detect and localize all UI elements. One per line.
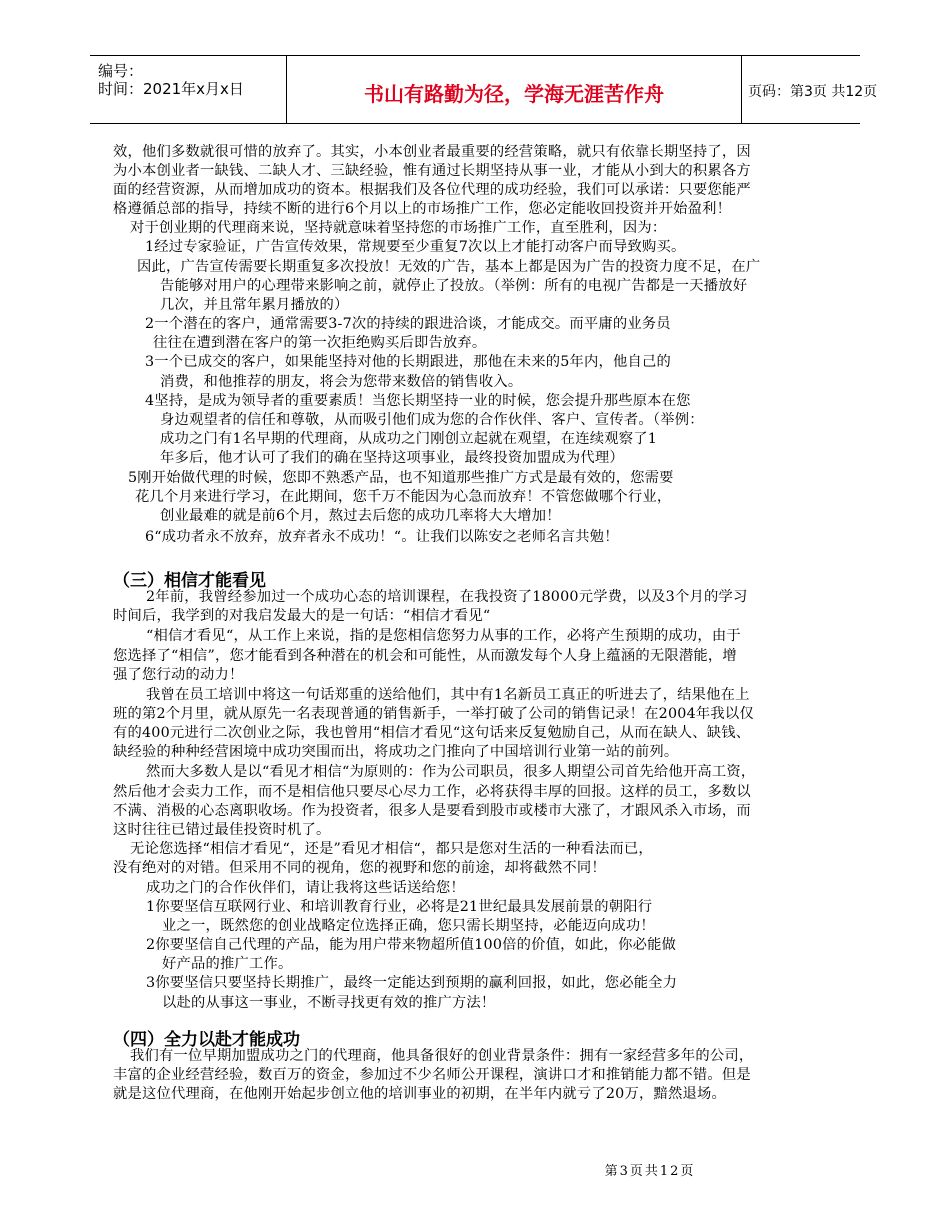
paragraph-line: 对于创业期的代理商来说，坚持就意味着坚持您的市场推广工作，直至胜利，因为： bbox=[130, 220, 667, 236]
list-line: 2你要坚信自己代理的产品，能为用户带来物超所值100倍的价值，如此，你必能做 bbox=[146, 937, 677, 953]
paragraph-line: 2年前，我曾经参加过一个成功心态的培训课程，在我投资了18000元学费，以及3个月的学习 bbox=[146, 589, 748, 605]
list-line: 花几个月来进行学习，在此期间，您千万不能因为心急而放弃！不管您做哪个行业， bbox=[135, 489, 672, 505]
paragraph-line: 因此，广告宣传需要长期重复多次投放！无效的广告，基本上都是因为广告的投资力度不足，在广 bbox=[137, 259, 761, 275]
list-line: 6“成功者永不放弃，放弃者永不成功！“。让我们以陈安之老师名言共勉！ bbox=[145, 529, 619, 545]
list-line: 身边观望者的信任和尊敬，从而吸引他们成为您的合作伙伴、客户、宣传者。（举例： bbox=[160, 412, 704, 428]
list-line: 创业最难的就是前6个月，熬过去后您的成功几率将大大增加！ bbox=[160, 508, 561, 524]
header-right-cell bbox=[740, 56, 878, 123]
list-line: 3一个已成交的客户，如果能坚持对他的长期跟进，那他在未来的5年内，他自己的 bbox=[145, 354, 671, 370]
paragraph-line: “相信才看见“，从工作上来说，指的是您相信您努力从事的工作，必将产生预期的成功，由于 bbox=[146, 628, 741, 644]
paragraph-line: 班的第2个月里，就从原先一名表现普通的销售新手，一举打破了公司的销售记录！在2004年我以仅 bbox=[113, 706, 754, 722]
paragraph-line: 我曾在员工培训中将这一句话郑重的送给他们，其中有1名新员工真正的听进去了，结果他在上 bbox=[146, 687, 750, 703]
paragraph-line: 丰富的企业经营经验，数百万的资金，参加过不少名师公开课程，演讲口才和推销能力都不错。但是 bbox=[113, 1067, 751, 1083]
list-line: 以赴的从事这一事业，不断寻找更有效的推广方法！ bbox=[162, 995, 496, 1011]
header-left-cell bbox=[90, 56, 286, 123]
list-line: 年多后，他才认可了我们的确在坚持这项事业，最终投资加盟成为代理） bbox=[160, 450, 624, 466]
paragraph-line: 这时往往已错过最佳投资时机了。 bbox=[113, 822, 331, 838]
paragraph-line: 不满、消极的心态离职收场。作为投资者，很多人是要看到股市或楼市大涨了，才跟风杀入市场，而 bbox=[113, 803, 751, 819]
motto: 书山有路勤为径，学海无涯苦作舟 bbox=[364, 82, 664, 106]
list-line: 5刚开始做代理的时候，您即不熟悉产品，也不知道那些推广方式是最有效的，您需要 bbox=[128, 470, 674, 486]
page-info: 页码：第3页 共12页 bbox=[748, 84, 878, 100]
paragraph-line: 就是这位代理商，在他刚开始起步创立他的培训事业的初期，在半年内就亏了20万，黯然退场。 bbox=[113, 1086, 726, 1102]
paragraph-line: 为小本创业者一缺钱、二缺人才、三缺经验，惟有通过长期坚持从事一业，才能从小到大的积累各方 bbox=[113, 163, 751, 179]
section-heading: （四）全力以赴才能成功 bbox=[113, 1030, 300, 1050]
list-line: 好产品的推广工作。 bbox=[162, 956, 293, 972]
list-line: 业之一，既然您的创业战略定位选择正确，您只需长期坚持，必能迈向成功！ bbox=[162, 918, 655, 934]
list-line: 1你要坚信互联网行业、和培训教育行业，必将是21世纪最具发展前景的朝阳行 bbox=[146, 899, 653, 915]
list-line: 2一个潜在的客户，通常需要3-7次的持续的跟进洽谈，才能成交。而平庸的业务员 bbox=[145, 316, 671, 332]
list-line: 1经过专家验证，广告宣传效果，常规要至少重复7次以上才能打动客户而导致购买。 bbox=[145, 239, 686, 255]
list-line: 消费，和他推荐的朋友，将会为您带来数倍的销售收入。 bbox=[160, 374, 523, 390]
paragraph-line: 然而大多数人是以“看见才相信“为原则的：作为公司职员，很多人期望公司首先给他开高工资， bbox=[146, 764, 756, 780]
paragraph-line: 然后他才会卖力工作，而不是相信他只要尽心尽力工作，必将获得丰厚的回报。这样的员工，多数以 bbox=[113, 784, 751, 800]
paragraph-line: 无论您选择“相信才看见“，还是”看见才相信“，都只是您对生活的一种看法而已， bbox=[130, 841, 653, 857]
section-heading: （三）相信才能看见 bbox=[113, 571, 266, 591]
list-line: 成功之门有1名早期的代理商，从成功之门刚创立起就在观望，在连续观察了1 bbox=[160, 431, 657, 447]
paragraph-line: 效，他们多数就很可惜的放弃了。其实，小本创业者最重要的经营策略，就只有依靠长期坚持了，因 bbox=[113, 144, 751, 160]
page-footer: 第3页共12页 bbox=[604, 1164, 696, 1179]
paragraph-line: 您选择了“相信”，您才能看到各种潜在的机会和可能性，从而激发每个人身上蕴涵的无限潜能，增 bbox=[113, 648, 737, 664]
code-label: 编号： bbox=[98, 62, 144, 80]
time-label: 时间：2021年x月x日 bbox=[98, 80, 244, 98]
paragraph-line: 缺经验的种种经营困境中成功突围而出，将成功之门推向了中国培训行业第一站的前列。 bbox=[113, 744, 679, 760]
paragraph-line: 强了您行动的动力！ bbox=[113, 667, 244, 683]
paragraph-line: 格遵循总部的指导，持续不断的进行6个月以上的市场推广工作，您必定能收回投资并开始盈利！ bbox=[113, 201, 732, 217]
paragraph-line: 面的经营资源，从而增加成功的资本。根据我们及各位代理的成功经验，我们可以承诺：只要您能严 bbox=[113, 182, 751, 198]
paragraph-line: 告能够对用户的心理带来影响之前，就停止了投放。（举例：所有的电视广告都是一天播放好 bbox=[160, 278, 748, 294]
page-header bbox=[90, 55, 878, 124]
list-line: 3你要坚信只要坚持长期推广，最终一定能达到预期的赢利回报，如此，您必能全力 bbox=[146, 975, 678, 991]
paragraph-line: 几次，并且常年累月播放的） bbox=[160, 297, 349, 313]
header-motto-cell bbox=[286, 56, 742, 123]
paragraph-line: 时间后，我学到的对我启发最大的是一句话：“相信才看见“ bbox=[113, 608, 491, 624]
paragraph-line: 我们有一位早期加盟成功之门的代理商，他具备很好的创业背景条件：拥有一家经营多年的公司， bbox=[130, 1048, 754, 1064]
list-line: 4坚持，是成为领导者的重要素质！当您长期坚持一业的时候，您会提升那些原本在您 bbox=[145, 393, 691, 409]
list-line: 往往在遭到潜在客户的第一次拒绝购买后即告放弃。 bbox=[153, 335, 487, 351]
paragraph-line: 有的400元进行二次创业之际，我也曾用“相信才看见“这句话来反复勉励自己，从而在缺人、缺钱、 bbox=[113, 725, 751, 741]
paragraph-line: 没有绝对的对错。但采用不同的视角，您的视野和您的前途，却将截然不同！ bbox=[113, 860, 606, 876]
paragraph-line: 成功之门的合作伙伴们，请让我将这些话送给您！ bbox=[146, 880, 465, 896]
